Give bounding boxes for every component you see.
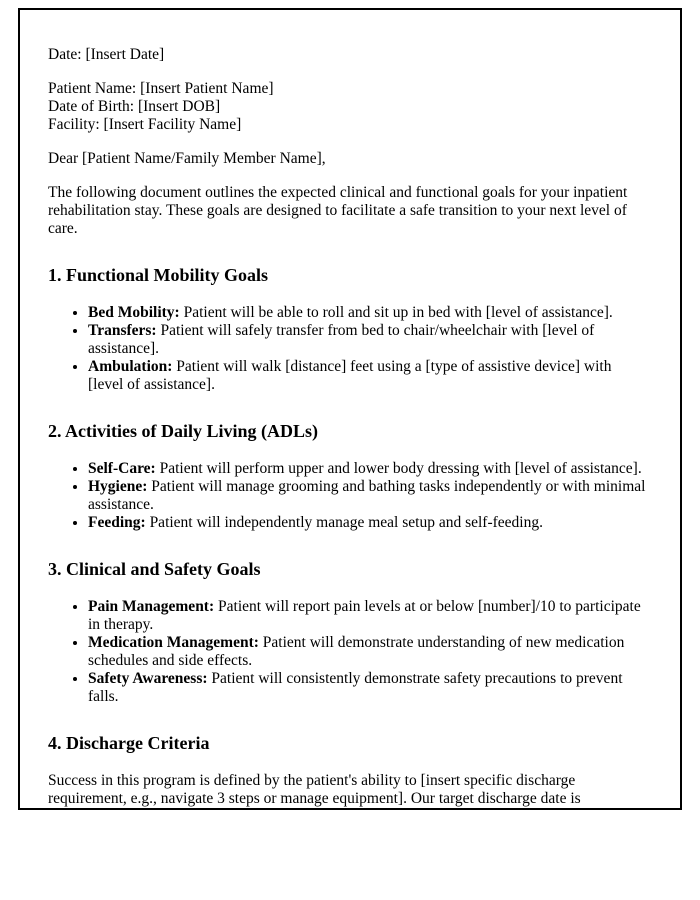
goal-list-clinical-safety [48,598,650,706]
goal-label: Self-Care: [88,460,156,477]
section-heading-functional-mobility: 1. Functional Mobility Goals [48,265,269,285]
goal-text: Patient will report pain levels at or below [number]/10 to participate in therapy. [88,598,641,633]
goal-item [88,460,650,478]
document-page [18,8,682,810]
facility-line: Facility: [Insert Facility Name] [48,116,242,133]
goal-text: Patient will perform upper and lower body dressing with [level of assistance]. [159,460,642,477]
goal-text: Patient will safely transfer from bed to chair/wheelchair with [level of assistance]. [88,322,595,357]
goal-text: Patient will manage grooming and bathing tasks independently or with minimal assistance. [88,478,646,513]
intro-paragraph: The following document outlines the expected clinical and functional goals for your inpatient rehabilitation stay. These goals are designed to facilitate a safe transition to your next level of care. [48,184,628,237]
goal-label: Feeding: [88,514,146,531]
goal-item [88,322,650,358]
section-heading-adls: 2. Activities of Daily Living (ADLs) [48,421,318,441]
goal-item [88,478,650,514]
goal-label: Pain Management: [88,598,215,615]
discharge-paragraph: Success in this program is defined by the patient's ability to [insert specific discharge requirement, e.g., navigate 3 steps or manage equipment]. Our target discharge date is [48,772,581,807]
goal-item [88,304,650,322]
goal-text: Patient will independently manage meal setup and self-feeding. [149,514,543,531]
goal-item [88,358,650,394]
goal-label: Ambulation: [88,358,173,375]
patient-info-block [48,80,650,134]
patient-name-line: Patient Name: [Insert Patient Name] [48,80,274,97]
goal-list-functional-mobility [48,304,650,394]
goal-label: Hygiene: [88,478,148,495]
salutation: Dear [Patient Name/Family Member Name], [48,150,326,167]
goal-item [88,598,650,634]
goal-list-adls [48,460,650,532]
section-heading-clinical-safety: 3. Clinical and Safety Goals [48,559,261,579]
goal-label: Bed Mobility: [88,304,180,321]
goal-label: Safety Awareness: [88,670,208,687]
goal-label: Medication Management: [88,634,259,651]
date-line: Date: [Insert Date] [48,46,165,63]
goal-text: Patient will consistently demonstrate safety precautions to prevent falls. [88,670,623,705]
goal-label: Transfers: [88,322,157,339]
goal-item [88,670,650,706]
goal-text: Patient will walk [distance] feet using a [type of assistive device] with [level of assistance]. [88,358,612,393]
goal-text: Patient will demonstrate understanding of new medication schedules and side effects. [88,634,625,669]
goal-text: Patient will be able to roll and sit up in bed with [level of assistance]. [183,304,613,321]
goal-item [88,634,650,670]
section-heading-discharge-criteria: 4. Discharge Criteria [48,733,210,753]
goal-item [88,514,650,532]
dob-line: Date of Birth: [Insert DOB] [48,98,221,115]
